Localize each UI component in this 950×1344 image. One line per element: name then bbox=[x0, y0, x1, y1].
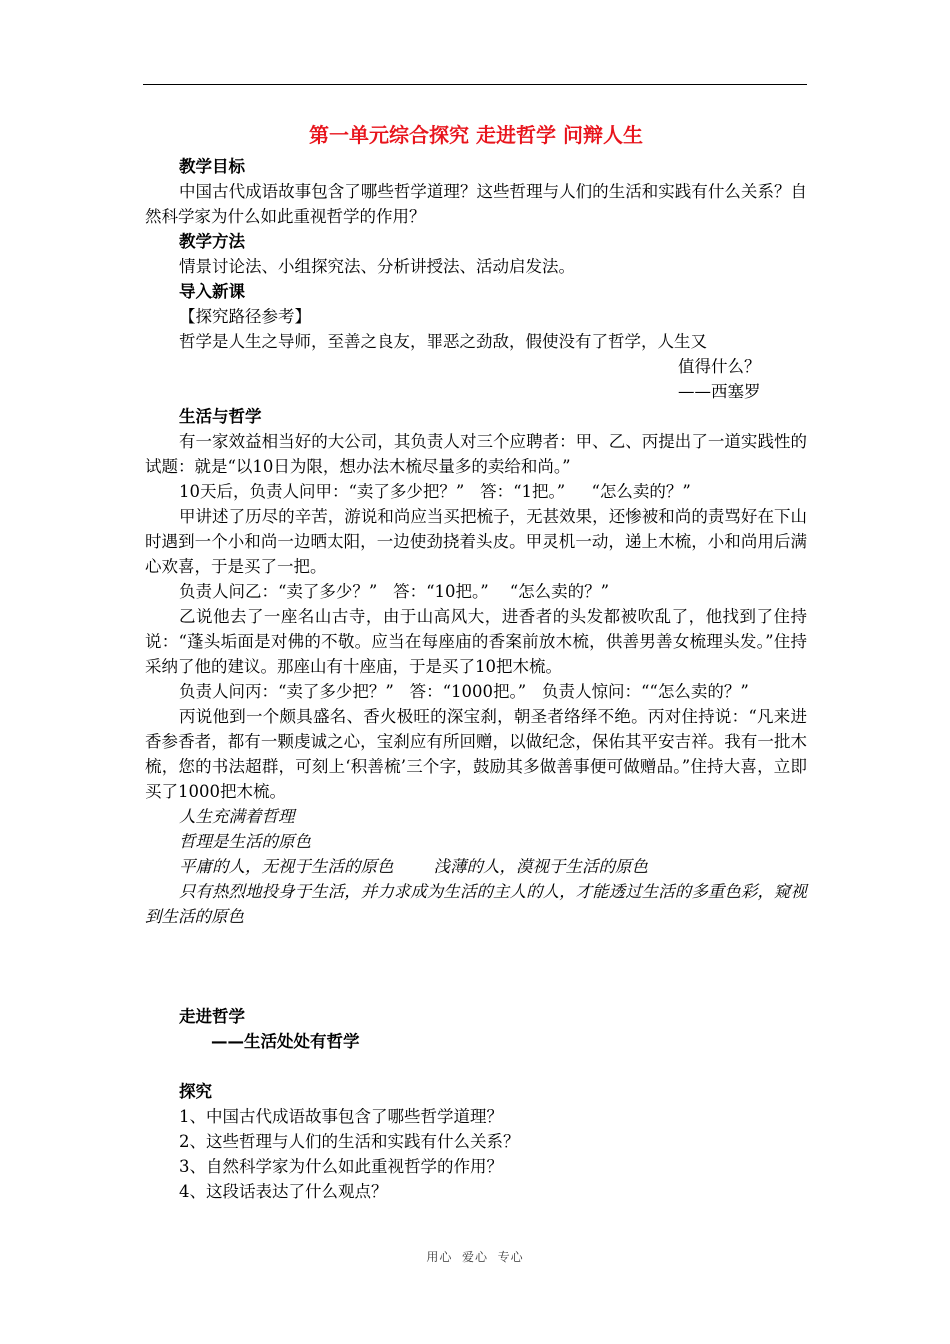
document-body bbox=[145, 120, 807, 1204]
story-paragraph-4: 负责人问乙：“卖了多少？” 答：“10把。” “怎么卖的？” bbox=[179, 582, 610, 601]
document-title: 第一单元综合探究 走进哲学 问辩人生 bbox=[309, 123, 643, 147]
method-heading: 教学方法 bbox=[179, 232, 245, 251]
explore-heading: 探究 bbox=[179, 1082, 212, 1101]
story-paragraph-3: 甲讲述了历尽的辛苦，游说和尚应当买把梳子，无甚效果，还惨被和尚的责骂好在下山时遇到一个小和尚一边晒太阳，一边使劲挠着头皮。甲灵机一动，递上木梳，小和尚用后满心欢喜，于是买了一把。 bbox=[145, 507, 807, 576]
path-label: 【探究路径参考】 bbox=[179, 307, 311, 326]
enter-subheading: ——生活处处有哲学 bbox=[211, 1032, 360, 1051]
quote-line-1: 哲学是人生之导师，至善之良友，罪恶之劲敌，假使没有了哲学，人生又 bbox=[179, 332, 707, 351]
intro-heading: 导入新课 bbox=[179, 282, 245, 301]
story-paragraph-7: 丙说他到一个颇具盛名、香火极旺的深宝刹，朝圣者络绎不绝。丙对住持说：“凡来进香参香者，都有一颗虔诚之心，宝刹应有所回赠，以做纪念，保佑其平安吉祥。我有一批木梳，您的书法超群，可刻上‘积善梳’三个字，鼓励其多做善事便可做赠品。”住持大喜，立即买了1000把木梳。 bbox=[145, 707, 807, 801]
philosophy-line-3a: 平庸的人，无视于生活的原色 bbox=[179, 857, 394, 876]
philosophy-line-1: 人生充满着哲理 bbox=[179, 807, 295, 826]
story-paragraph-2: 10天后，负责人问甲：“卖了多少把？” 答：“1把。” “怎么卖的？” bbox=[179, 482, 691, 501]
story-paragraph-6: 负责人问丙：“卖了多少把？” 答：“1000把。” 负责人惊问：““怎么卖的？” bbox=[179, 682, 749, 701]
enter-heading: 走进哲学 bbox=[179, 1007, 245, 1026]
story-paragraph-5: 乙说他去了一座名山古寺，由于山高风大，进香者的头发都被吹乱了，他找到了住持说：“蓬头垢面是对佛的不敬。应当在每座庙的香案前放木梳，供善男善女梳理头发。”住持采纳了他的建议。那座山有十座庙，于是买了10把木梳。 bbox=[145, 607, 807, 676]
story-paragraph-1: 有一家效益相当好的大公司，其负责人对三个应聘者：甲、乙、丙提出了一道实践性的试题：就是“以10日为限，想办法木梳尽量多的卖给和尚。” bbox=[145, 432, 807, 476]
method-text: 情景讨论法、小组探究法、分析讲授法、活动启发法。 bbox=[179, 257, 575, 276]
life-heading: 生活与哲学 bbox=[179, 407, 262, 426]
header-rule bbox=[143, 84, 807, 85]
explore-item-2: 2、这些哲理与人们的生活和实践有什么关系？ bbox=[179, 1132, 520, 1151]
philosophy-line-4: 只有热烈地投身于生活，并力求成为生活的主人的人，才能透过生活的多重色彩，窥视到生活的原色 bbox=[145, 882, 807, 926]
explore-item-3: 3、自然科学家为什么如此重视哲学的作用？ bbox=[179, 1157, 503, 1176]
goal-text: 中国古代成语故事包含了哪些哲学道理？这些哲理与人们的生活和实践有什么关系？自然科学家为什么如此重视哲学的作用？ bbox=[145, 182, 807, 226]
explore-item-4: 4、这段话表达了什么观点？ bbox=[179, 1182, 388, 1201]
explore-item-1: 1、中国古代成语故事包含了哪些哲学道理？ bbox=[179, 1107, 503, 1126]
page-footer: 用心 爱心 专心 bbox=[426, 1250, 524, 1264]
philosophy-line-3 bbox=[145, 854, 807, 879]
quote-author: ——西塞罗 bbox=[678, 382, 761, 401]
philosophy-line-2: 哲理是生活的原色 bbox=[179, 832, 311, 851]
quote-line-2: 值得什么？ bbox=[678, 357, 761, 376]
philosophy-line-3b: 浅薄的人，漠视于生活的原色 bbox=[433, 857, 648, 876]
goal-heading: 教学目标 bbox=[179, 157, 245, 176]
